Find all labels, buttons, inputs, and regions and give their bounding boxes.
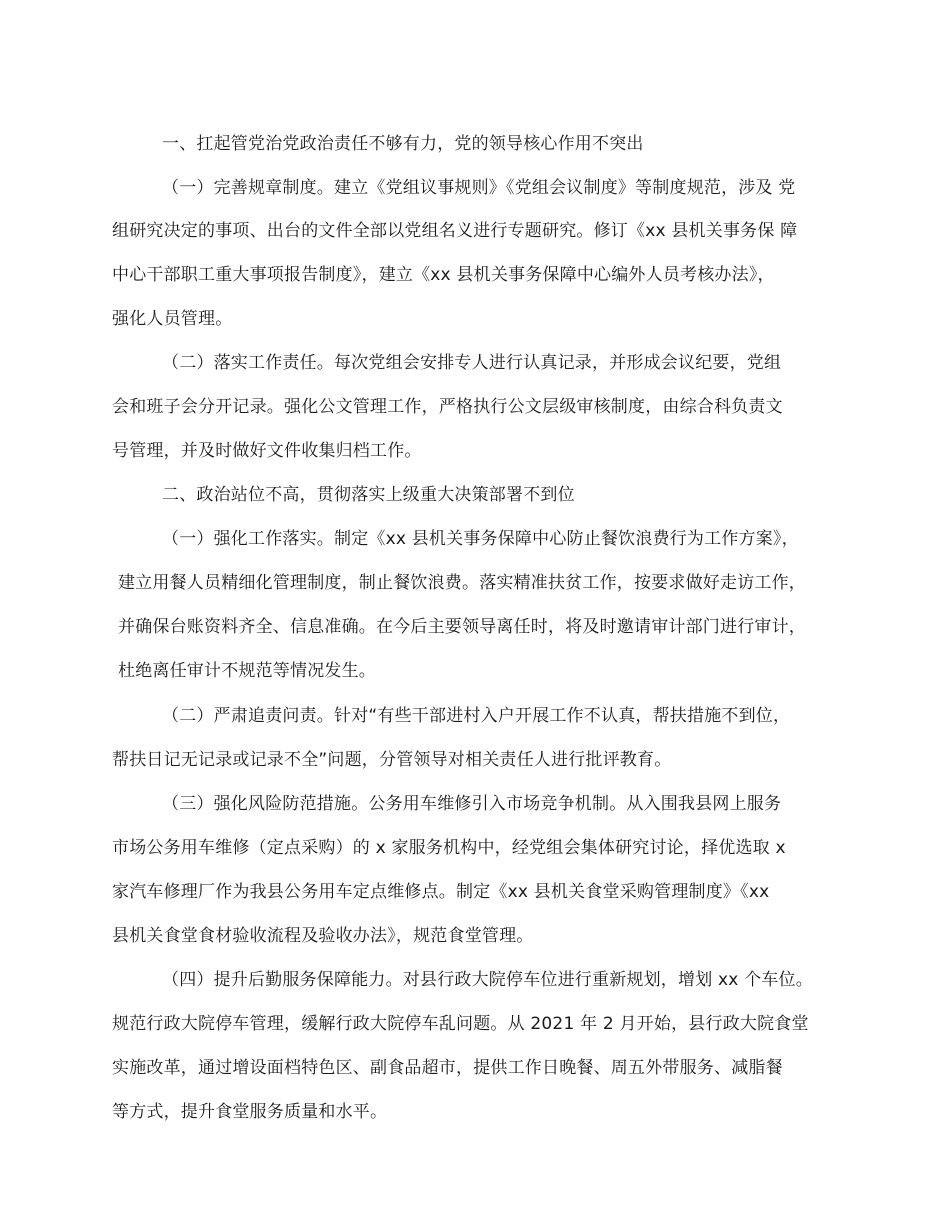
paragraph-line: 组研究决定的事项、出台的文件全部以党组名义进行专题研究。修订《xx 县机关事务保 障 bbox=[112, 221, 798, 241]
section-heading-2: 二、政治站位不高，贯彻落实上级重大决策部署不到位 bbox=[162, 485, 575, 505]
paragraph-line: （四）提升后勤服务保障能力。对县行政大院停车位进行重新规划，增划 xx 个车位。 bbox=[162, 970, 813, 990]
paragraph-line: 并确保台账资料齐全、信息准确。在今后主要领导离任时，将及时邀请审计部门进行审计， bbox=[118, 617, 806, 637]
paragraph-line: 规范行政大院停车管理，缓解行政大院停车乱问题。从 2021 年 2 月开始，县行政大院食堂 bbox=[112, 1014, 809, 1034]
paragraph-line: （二）严肃追责问责。针对“有些干部进村入户开展工作不认真，帮扶措施不到位， bbox=[162, 706, 791, 726]
paragraph-line: 市场公务用车维修（定点采购）的 x 家服务机构中，经党组会集体研究讨论，择优选取 x bbox=[112, 838, 786, 858]
paragraph-line: 强化人员管理。 bbox=[112, 309, 233, 329]
paragraph-line: （二）落实工作责任。每次党组会安排专人进行认真记录，并形成会议纪要，党组 bbox=[162, 353, 782, 373]
paragraph-line: 实施改革，通过增设面档特色区、副食品超市，提供工作日晚餐、周五外带服务、减脂餐 bbox=[112, 1058, 783, 1078]
section-heading-1: 一、扛起管党治党政治责任不够有力，党的领导核心作用不突出 bbox=[162, 134, 644, 154]
paragraph-line: 杜绝离任审计不规范等情况发生。 bbox=[118, 661, 376, 681]
paragraph-line: 建立用餐人员精细化管理制度，制止餐饮浪费。落实精准扶贫工作，按要求做好走访工作， bbox=[118, 573, 806, 593]
paragraph-line: 号管理，并及时做好文件收集归档工作。 bbox=[112, 441, 422, 461]
paragraph-line: 县机关食堂食材验收流程及验收办法》，规范食堂管理。 bbox=[112, 926, 534, 946]
paragraph-line: （一）完善规章制度。建立《党组议事规则》《党组会议制度》等制度规范，涉及 党 bbox=[162, 178, 796, 198]
paragraph-line: 中心干部职工重大事项报告制度》，建立《xx 县机关事务保障中心编外人员考核办法》， bbox=[112, 265, 775, 285]
paragraph-line: （一）强化工作落实。制定《xx 县机关事务保障中心防止餐饮浪费行为工作方案》， bbox=[162, 529, 799, 549]
paragraph-line: 等方式，提升食堂服务质量和水平。 bbox=[112, 1102, 388, 1122]
paragraph-line: 帮扶日记无记录或记录不全”问题，分管领导对相关责任人进行批评教育。 bbox=[112, 750, 672, 770]
paragraph-line: 家汽车修理厂作为我县公务用车定点维修点。制定《xx 县机关食堂采购管理制度》《xx bbox=[112, 882, 770, 902]
paragraph-line: 会和班子会分开记录。强化公文管理工作，严格执行公文层级审核制度，由综合科负责文 bbox=[112, 397, 783, 417]
paragraph-line: （三）强化风险防范措施。公务用车维修引入市场竞争机制。从入围我县网上服务 bbox=[162, 794, 782, 814]
